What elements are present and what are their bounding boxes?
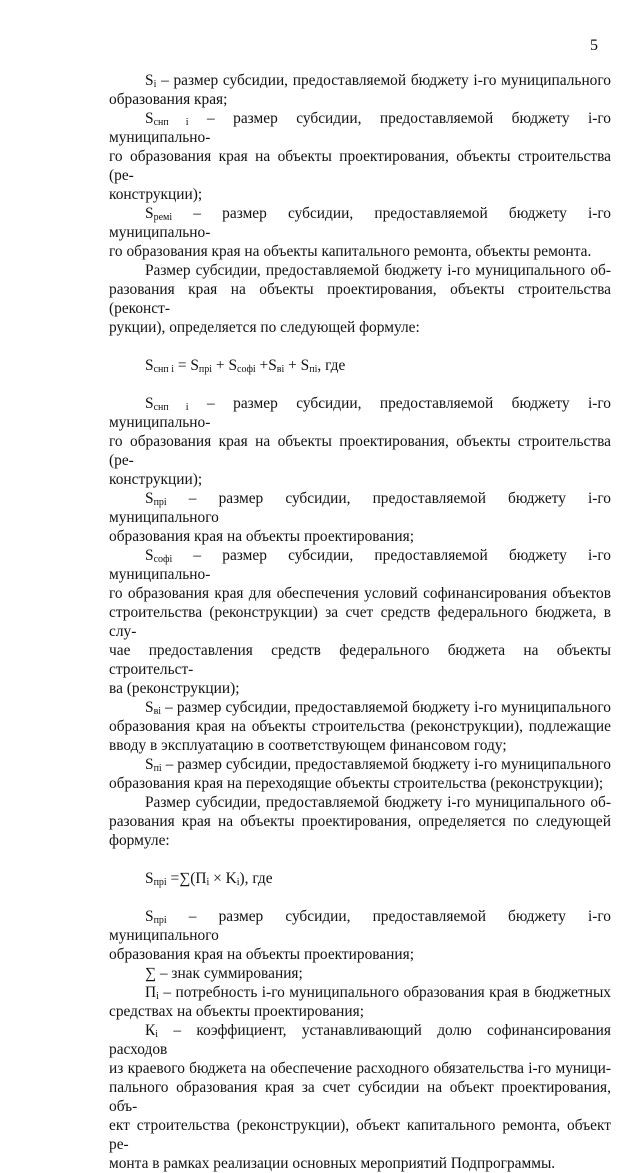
text-line: $К_i$ – коэффициент, устанавливающий долю софинансирования расходов xyxy=(109,1022,611,1058)
text-line: разования края на объекты проектирования, определяется по следующей xyxy=(109,813,611,830)
text-line: Размер субсидии, предоставляемой бюджету i-го муниципального об- xyxy=(145,794,611,811)
subscript-index: вi xyxy=(276,364,285,375)
text-line: образования края на объекты проектирования; xyxy=(109,528,414,545)
subscript-index: прi xyxy=(198,364,213,375)
text-line: чае предоставления средств федерального бюджета на объекты строительст- xyxy=(109,642,611,678)
formula: $S_{снп i} = S_{прi} + S_{софi} +S_{вi} + S_{пi}$, где xyxy=(145,357,346,375)
paragraph xyxy=(109,204,611,261)
text-line: $S_{снп i}$ – размер субсидии, предоставляемой бюджету i-го муниципально- xyxy=(109,395,611,431)
text-line: рукции), определяется по следующей формуле: xyxy=(109,319,420,336)
subscript-index: снп i xyxy=(153,117,189,128)
text-line: монта в рамках реализации основных мероприятий Подпрограммы. xyxy=(109,1155,556,1172)
paragraph xyxy=(109,983,611,1021)
subscript-index: i xyxy=(153,79,157,90)
text-line: конструкции); xyxy=(109,186,203,203)
paragraph xyxy=(109,793,611,850)
paragraph xyxy=(109,71,611,109)
subscript-index: прi xyxy=(153,497,167,508)
formula: $S_{прi} =\sum(П_i \times K_i)$, где xyxy=(145,870,273,888)
page-number: 5 xyxy=(590,37,598,54)
text-line: ∑ – знак суммирования; xyxy=(145,965,303,982)
text-line: го образования края для обеспечения условий софинансирования объектов xyxy=(109,585,611,602)
paragraph xyxy=(109,546,611,698)
text-line: строительства (реконструкции) за счет средств федерального бюджета, в слу- xyxy=(109,604,611,640)
subscript-index: прi xyxy=(153,915,167,926)
subscript-index: i xyxy=(156,991,159,1002)
paragraph-spacer xyxy=(109,337,611,356)
subscript-index: ремi xyxy=(153,212,173,223)
text-line: го образования края на объекты капитального ремонта, объекты ремонта. xyxy=(109,243,592,260)
text-line: образования края; xyxy=(109,91,228,108)
text-line: формуле: xyxy=(109,832,170,849)
paragraph-spacer xyxy=(109,375,611,394)
paragraph xyxy=(109,1021,611,1173)
subscript-index: i xyxy=(236,877,240,888)
text-line: $S_i$ – размер субсидии, предоставляемой бюджету i-го муниципального xyxy=(145,72,611,90)
text-line: ект строительства (реконструкции), объект капитального ремонта, объект ре- xyxy=(109,1117,611,1153)
text-line: вводу в эксплуатацию в соответствующем финансовом году; xyxy=(109,737,507,754)
text-line: образования края на объекты строительства (реконструкции), подлежащие xyxy=(109,718,611,735)
subscript-index: снп i xyxy=(153,364,174,375)
text-line: $П_i$ – потребность i-го муниципального образования края в бюджетных xyxy=(145,984,611,1002)
subscript-index: прi xyxy=(153,877,167,888)
subscript-index: софi xyxy=(237,364,256,375)
text-line: $S_{снп i}$ – размер субсидии, предоставляемой бюджету i-го муниципально- xyxy=(109,110,611,146)
text-line: $S_{вi}$ – размер субсидии, предоставляемой бюджету i-го муниципального xyxy=(145,699,611,717)
paragraph-spacer xyxy=(109,850,611,869)
text-line: го образования края на объекты проектирования, объекты строительства (ре- xyxy=(109,148,611,184)
text-line: $S_{пi}$ – размер субсидии, предоставляемой бюджету i-го муниципального xyxy=(145,756,611,774)
subscript-index: пi xyxy=(309,364,318,375)
text-line: конструкции); xyxy=(109,471,203,488)
text-line: образования края на объекты проектирования; xyxy=(109,946,414,963)
text-line: из краевого бюджета на обеспечение расходного обязательства i-го муници- xyxy=(109,1060,611,1077)
subscript-index: вi xyxy=(153,706,162,717)
paragraph xyxy=(109,489,611,546)
paragraph xyxy=(109,964,611,983)
document-body xyxy=(109,71,611,1173)
subscript-index: пi xyxy=(153,763,162,774)
text-line: го образования края на объекты проектирования, объекты строительства (ре- xyxy=(109,433,611,469)
paragraph xyxy=(109,109,611,204)
paragraph xyxy=(109,698,611,755)
text-line: $S_{прi}$ – размер субсидии, предоставляемой бюджету i-го муниципального xyxy=(109,490,611,526)
paragraph xyxy=(109,907,611,964)
subscript-index: i xyxy=(206,877,210,888)
text-line: $S_{прi}$ – размер субсидии, предоставляемой бюджету i-го муниципального xyxy=(109,908,611,944)
text-line: Размер субсидии, предоставляемой бюджету i-го муниципального об- xyxy=(145,262,611,279)
text-line: разования края на объекты проектирования, объекты строительства (реконст- xyxy=(109,281,611,317)
text-line: $S_{ремi}$ – размер субсидии, предоставляемой бюджету i-го муниципально- xyxy=(109,205,611,241)
paragraph-spacer xyxy=(109,888,611,907)
paragraph xyxy=(109,755,611,793)
subscript-index: снп i xyxy=(153,402,189,413)
text-line: ва (реконструкции); xyxy=(109,680,240,697)
paragraph xyxy=(109,261,611,337)
paragraph xyxy=(109,394,611,489)
text-line: образования края на переходящие объекты строительства (реконструкции); xyxy=(109,775,604,792)
subscript-index: софi xyxy=(153,554,173,565)
subscript-index: i xyxy=(155,1029,159,1040)
text-line: средствах на объекты проектирования; xyxy=(109,1003,365,1020)
text-line: пального образования края за счет субсидии на объект проектирования, объ- xyxy=(109,1079,611,1115)
text-line: $S_{софi}$ – размер субсидии, предоставляемой бюджету i-го муниципально- xyxy=(109,547,611,583)
